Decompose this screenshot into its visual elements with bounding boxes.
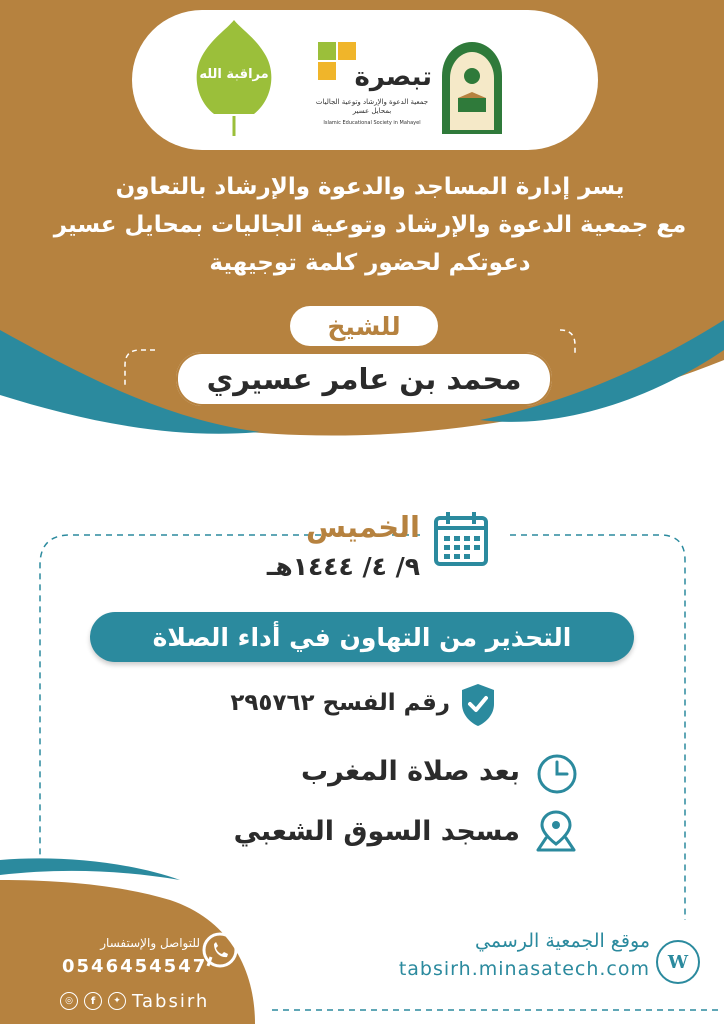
muraqabat-allah-logo — [184, 8, 284, 148]
shield-check-icon — [458, 682, 498, 728]
website-url[interactable]: tabsirh.minasatech.com — [398, 958, 650, 980]
speaker-title: للشيخ — [327, 311, 401, 341]
permit-number: رقم الفسح ٢٩٥٧٦٢ — [230, 690, 450, 716]
tabsirh-subtitle-en: Islamic Educational Society in Mahayel — [323, 120, 421, 126]
topic-title: التحذير من التهاون في أداء الصلاة — [152, 622, 572, 652]
contact-phone[interactable]: 0546454547 — [62, 956, 208, 977]
speaker-title-pill — [290, 306, 438, 346]
event-time: بعد صلاة المغرب — [301, 756, 520, 787]
intro-line-2: مع جمعية الدعوة والإرشاد وتوعية الجاليات بمحايل عسير — [53, 212, 687, 238]
intro-line-3: دعوتكم لحضور كلمة توجيهية — [209, 250, 531, 276]
tabsirh-logo — [312, 40, 432, 140]
topic-pill — [90, 612, 634, 662]
twitter-icon[interactable]: ✦ — [108, 992, 126, 1010]
facebook-icon[interactable]: f — [84, 992, 102, 1010]
website-label: موقع الجمعية الرسمي — [475, 930, 650, 952]
date-label: ٩/ ٤/ ١٤٤٤هـ — [266, 552, 420, 581]
intro-line-1: يسر إدارة المساجد والدعوة والإرشاد بالتعاون — [115, 174, 625, 200]
calendar-icon — [432, 510, 492, 570]
speaker-name: محمد بن عامر عسيري — [206, 362, 522, 396]
tabsirh-subtitle-ar: جمعية الدعوة والإرشاد وتوعية الجاليات بمحايل عسير — [315, 98, 429, 115]
location-pin-icon — [532, 808, 580, 854]
tabsirh-name: تبصرة — [354, 62, 432, 92]
social-row — [60, 990, 250, 1012]
day-label: الخميس — [305, 510, 420, 544]
website-icon-letter: W — [667, 951, 689, 973]
teal-swoosh-bottom — [0, 858, 180, 880]
clock-icon — [535, 752, 579, 796]
svg-text:مراقبة الله: مراقبة الله — [199, 67, 269, 82]
logo-header — [132, 10, 598, 150]
website-icon[interactable] — [656, 940, 700, 984]
ministry-emblem-logo — [432, 38, 512, 138]
event-location: مسجد السوق الشعبي — [233, 816, 520, 847]
social-handle[interactable]: Tabsirh — [132, 990, 210, 1012]
speaker-name-pill — [176, 352, 552, 406]
contact-label: للتواصل والإستفسار — [100, 936, 200, 950]
instagram-icon[interactable]: ◎ — [60, 992, 78, 1010]
